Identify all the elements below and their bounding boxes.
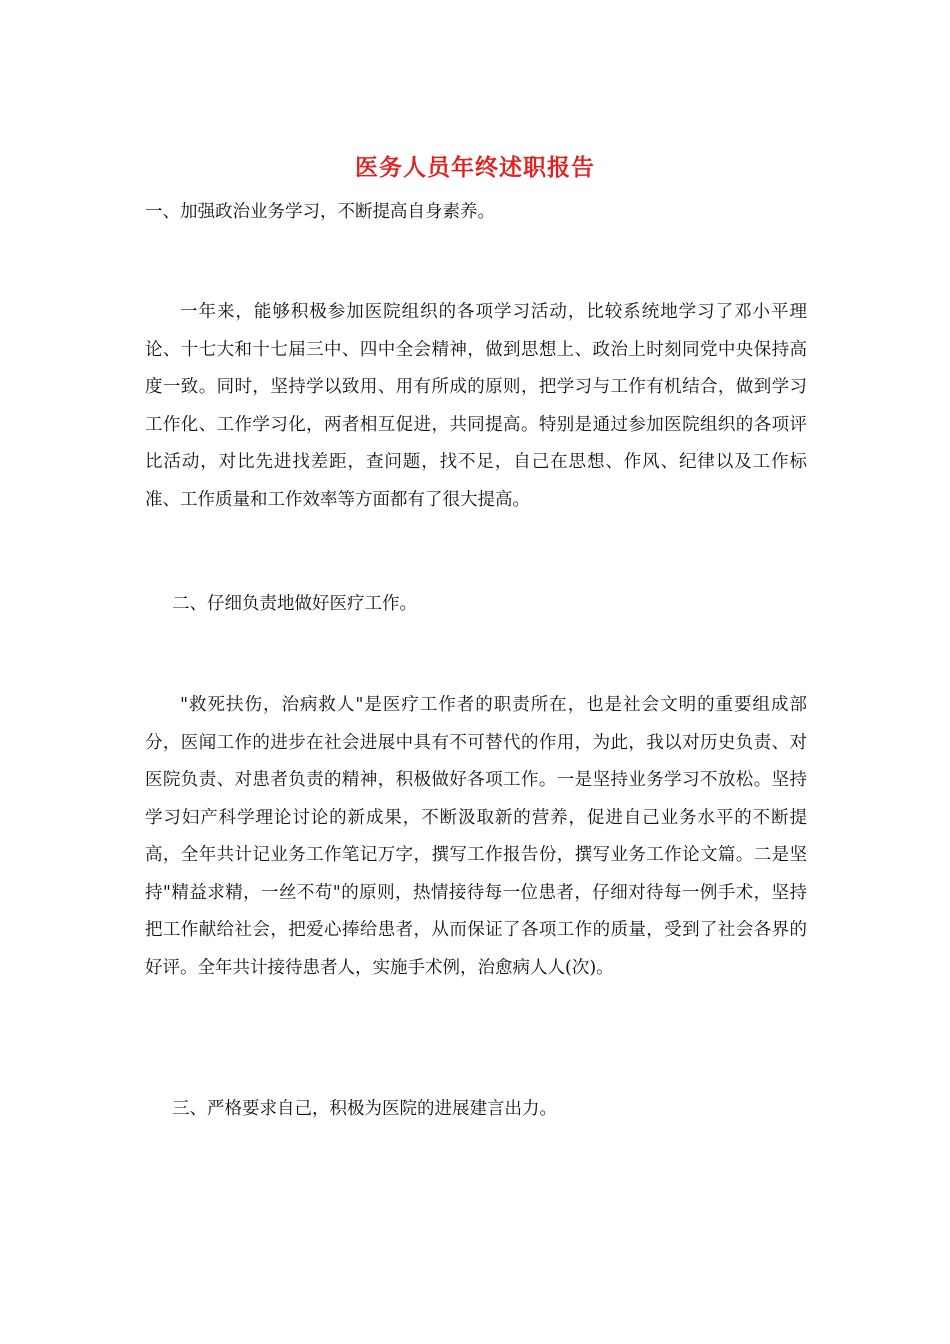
section-heading-1: 一、加强政治业务学习，不断提高自身素养。 <box>145 202 495 222</box>
document-title: 医务人员年终述职报告 <box>355 154 595 181</box>
section-heading-2: 二、仔细负责地做好医疗工作。 <box>172 594 417 614</box>
section-paragraph-2: "救死扶伤，治病救人"是医疗工作者的职责所在，也是社会文明的重要组成部分，医闻工作的进步在社会进展中具有不可替代的作用，为此，我以对历史负责、对医院负责、对患者负责的精神，积极做好各项工作。一是坚持业务学习不放松。坚持学习妇产科学理论讨论的新成果，不断汲取新的营养，促进自己业务水平的不断提高，全年共计记业务工作笔记万字，撰写工作报告份，撰写业务工作论文篇。二是坚持"精益求精，一丝不苟"的原则，热情接待每一位患者，仔细对待每一例手术，坚持把工作献给社会，把爱心捧给患者，从而保证了各项工作的质量，受到了社会各界的好评。全年共计接待患者人，实施手术例，治愈病人人(次)。 <box>145 695 807 978</box>
section-paragraph-1: 一年来，能够积极参加医院组织的各项学习活动，比较系统地学习了邓小平理论、十七大和十七届三中、四中全会精神，做到思想上、政治上时刻同党中央保持高度一致。同时，坚持学以致用、用有所成的原则，把学习与工作有机结合，做到学习工作化、工作学习化，两者相互促进，共同提高。特别是通过参加医院组织的各项评比活动，对比先进找差距，查问题，找不足，自己在思想、作风、纪律以及工作标准、工作质量和工作效率等方面都有了很大提高。 <box>145 302 807 510</box>
section-heading-3: 三、严格要求自己，积极为医院的进展建言出力。 <box>172 1099 557 1119</box>
